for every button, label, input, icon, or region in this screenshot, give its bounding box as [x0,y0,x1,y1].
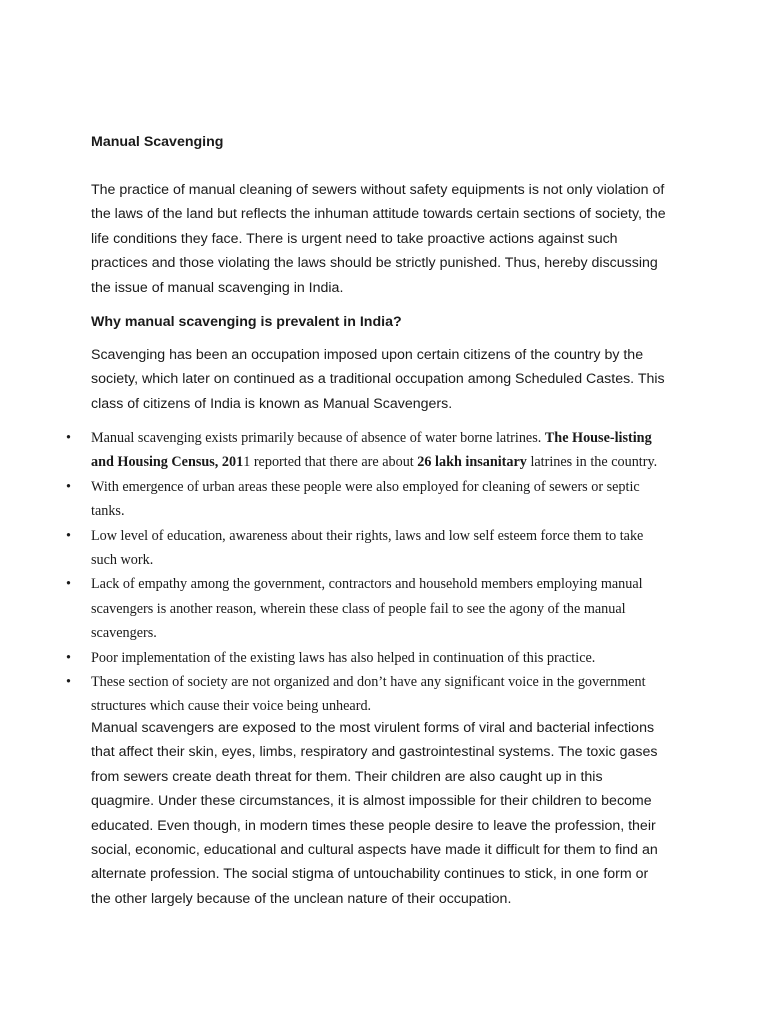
paragraph-line: that affect their skin, eyes, limbs, respiratory and gastrointestinal systems. The toxic gases [91,744,658,761]
bullet-line [91,426,691,450]
paragraph-line: the other largely because of the unclean nature of their occupation. [91,890,512,907]
bullet-item [66,475,691,524]
intro-line: life conditions they face. There is urgent need to take proactive actions against such [91,230,618,247]
intro-line: The practice of manual cleaning of sewers without safety equipments is not only violation of [91,182,665,198]
paragraph-line: from sewers create death threat for them. Their children are also caught up in this [91,768,603,785]
bullet-item [66,572,691,645]
bullet-text: Manual scavenging exists primarily because of absence of water borne latrines. [91,430,545,446]
bullet-line: scavengers is another reason, wherein these class of people fail to see the agony of the manual [91,600,626,617]
paragraph-line: Scavenging has been an occupation imposed upon certain citizens of the country by the [91,347,644,363]
bullet-line: scavengers. [91,625,157,642]
bullet-line: Poor implementation of the existing laws has also helped in continuation of this practice. [91,649,596,666]
bullet-bold-text: 26 lakh insanitary [417,454,527,471]
bullet-marker: • [66,576,71,593]
bullet-line: With emergence of urban areas these people were also employed for cleaning of sewers or septic [91,478,640,495]
paragraph-line: society, which later on continued as a traditional occupation among Scheduled Castes. This [91,371,665,388]
bullet-bold-text: The House-listing [544,430,652,446]
paragraph-line: alternate profession. The social stigma of untouchability continues to stick, in one form or [91,866,649,883]
document-title: Manual Scavenging [91,134,224,150]
bullet-marker: • [66,527,71,544]
bullet-item [66,426,691,475]
bullet-marker: • [66,674,71,691]
paragraph-line: educated. Even though, in modern times these people desire to leave the profession, their [91,817,656,834]
bullet-line: These section of society are not organized and don’t have any significant voice in the government [91,674,646,691]
bullet-text: latrines in the country. [526,454,658,471]
bullet-text: 1 reported that there are about [243,454,418,471]
section-paragraph [91,343,691,416]
bullet-line: Lack of empathy among the government, contractors and household members employing manual [91,576,643,593]
paragraph-line: class of citizens of India is known as Manual Scavengers. [91,395,453,412]
bullet-line [91,450,691,474]
bullet-item [66,670,691,719]
bullet-item [66,524,691,573]
bullet-line: Low level of education, awareness about their rights, laws and low self esteem force them to take [91,527,644,544]
section-heading: Why manual scavenging is prevalent in India? [91,314,402,330]
intro-line: practices and those violating the laws should be strictly punished. Thus, hereby discussing [91,255,658,272]
bullet-marker: • [66,649,71,666]
paragraph-line: Manual scavengers are exposed to the most virulent forms of viral and bacterial infections [91,720,655,736]
intro-paragraph [91,178,691,300]
intro-line: the issue of manual scavenging in India. [91,279,344,296]
intro-line: the laws of the land but reflects the inhuman attitude towards certain sections of society, the [91,206,666,223]
bullet-line: structures which cause their voice being unheard. [91,698,372,715]
closing-paragraph [91,716,691,911]
bullet-marker: • [66,430,71,446]
paragraph-line: social, economic, educational and cultural aspects have made it difficult for them to find an [91,842,658,859]
bullet-item [66,646,691,670]
bullet-marker: • [66,478,71,495]
paragraph-line: quagmire. Under these circumstances, it is almost impossible for their children to become [91,793,652,810]
bullet-bold-text: and Housing Census, 201 [91,454,244,471]
bullet-list [66,426,691,719]
bullet-line: tanks. [91,503,125,520]
bullet-line: such work. [91,552,154,569]
